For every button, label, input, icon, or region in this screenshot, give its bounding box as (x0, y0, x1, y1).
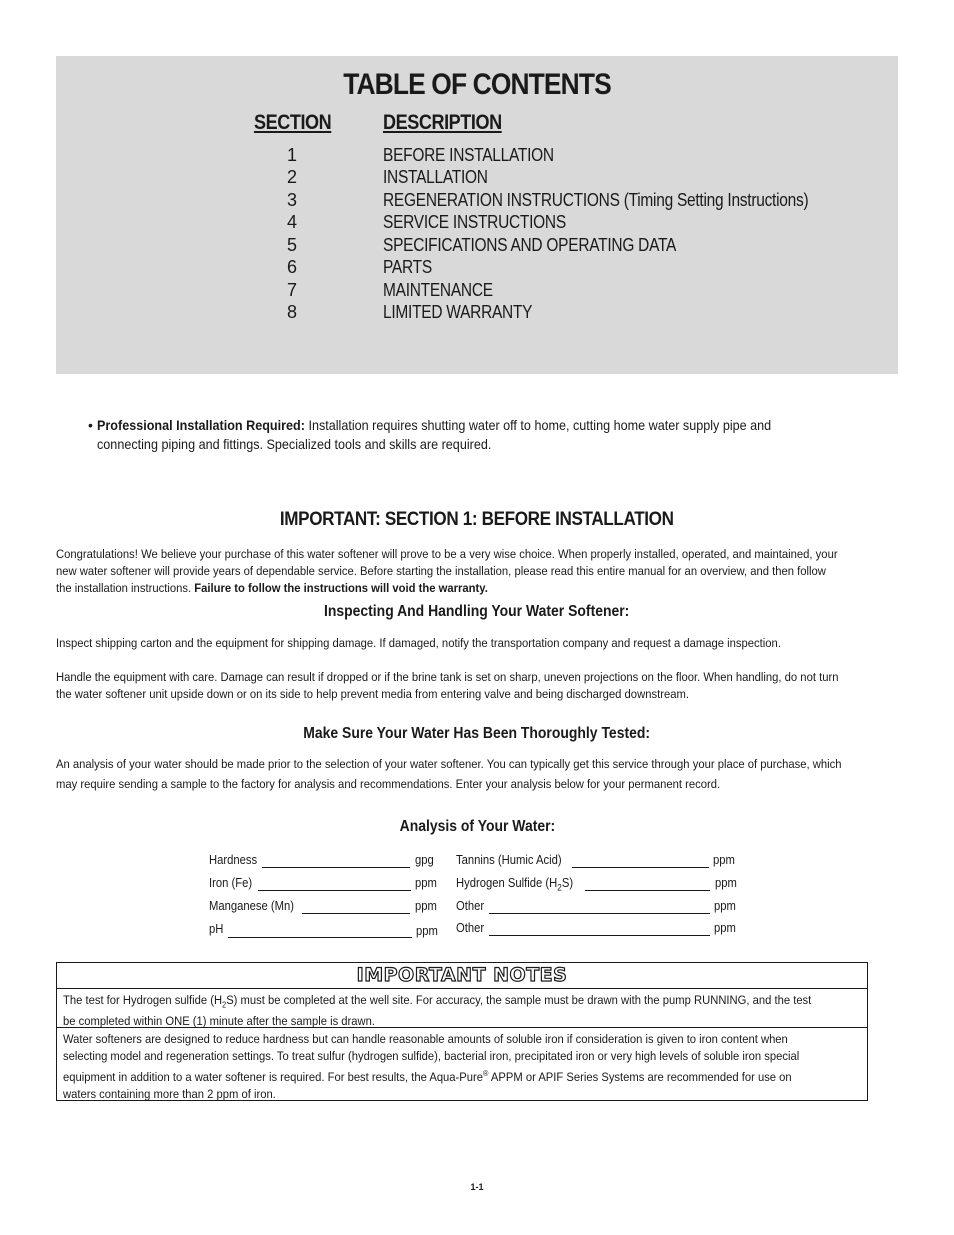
hydrogen-sulfide-note: The test for Hydrogen sulfide $(H_2S)$ must be completed at the well site. For accuracy, the sample must be drawn with the pump RUNNING, and the test be completed within ONE (1) minute after the sample is drawn. (63, 993, 812, 1029)
inspect-paragraph-2: Handle the equipment with care. Damage can result if dropped or if the brine tank is set on sharp, uneven projections on the floor. When handling, do not turn the water softener unit upside down or on its side to help prevent media from entering valve and being discharged downstream. (56, 670, 839, 701)
professional-installation-note (88, 416, 848, 454)
tannins-input-line[interactable] (572, 867, 709, 868)
toc-row-description: BEFORE INSTALLATION (383, 145, 554, 165)
toc-row-description: REGENERATION INSTRUCTIONS (Timing Setting Instructions) (383, 190, 809, 210)
toc-row-number: 6 (286, 257, 297, 277)
bullet-text-line2: connecting piping and fittings. Specialized tools and skills are required. (97, 436, 492, 452)
toc-row-description: PARTS (383, 257, 432, 277)
bullet-lead: Professional Installation Required: (97, 417, 305, 433)
toc-row-description: SERVICE INSTRUCTIONS (383, 212, 566, 232)
iron-input-line[interactable] (258, 890, 411, 891)
toc-section-header: SECTION (254, 111, 332, 134)
warranty-warning: Failure to follow the instructions will void the warranty. (194, 581, 488, 595)
inspecting-heading: Inspecting And Handling Your Water Softener: (324, 603, 630, 620)
toc-row-number: 7 (286, 280, 297, 300)
toc-row-description: SPECIFICATIONS AND OPERATING DATA (383, 235, 677, 255)
toc-row (56, 145, 898, 167)
hydrogen-sulfide-field[interactable]: Hydrogen Sulfide $(H_2S)$ ppm (456, 876, 737, 893)
toc-row-description: LIMITED WARRANTY (383, 302, 533, 322)
manganese-input-line[interactable] (302, 913, 410, 914)
iron-field[interactable]: Iron (Fe) ppm (209, 876, 437, 890)
ph-field[interactable]: pH ppm (209, 922, 438, 938)
toc-row-number: 3 (286, 190, 297, 210)
other-input-line-1[interactable] (489, 913, 710, 914)
table-of-contents (56, 56, 898, 374)
tested-paragraph: An analysis of your water should be made prior to the selection of your water softener. You can typically get this service through your place of purchase, which may require sending a sample to the factory for analysis and recommendations. Enter your analysis below for your permanent record. (56, 757, 842, 791)
toc-row (56, 190, 898, 212)
toc-row-number: 4 (286, 212, 297, 232)
notes-divider (57, 1027, 867, 1028)
analysis-heading: Analysis of Your Water: (399, 818, 555, 835)
intro-paragraph: Congratulations! We believe your purchase of this water softener will prove to be a very wise choice. When properly installed, operated, and maintained, your new water softener will provide years of dependable service. Before starting the installation, please read this entire manual for an overview, and then follow the installation instructions. Failure to follow the instructions will void the warranty. (56, 547, 838, 595)
toc-row (56, 257, 898, 279)
toc-title: TABLE OF CONTENTS (343, 68, 611, 101)
hardness-input-line[interactable] (262, 867, 410, 868)
toc-row (56, 235, 898, 257)
toc-row-description: MAINTENANCE (383, 280, 493, 300)
toc-row (56, 280, 898, 302)
toc-description-header: DESCRIPTION (383, 111, 502, 134)
notes-divider (57, 988, 867, 989)
ph-input-line[interactable] (228, 937, 412, 938)
other-input-line-2[interactable] (489, 935, 710, 936)
toc-row (56, 167, 898, 189)
inspect-paragraph-1: Inspect shipping carton and the equipment for shipping damage. If damaged, notify the transportation company and request a damage inspection. (56, 636, 781, 650)
iron-note: Water softeners are designed to reduce hardness but can handle reasonable amounts of soluble iron if consideration is given to iron content when selecting model and regeneration settings. To treat sulfur (hydrogen sulfide), bacterial iron, precipitated iron or very high levels of soluble iron special equipment in addition to a water softener is required. For best results, the Aqua-Pure® APPM or APIF Series Systems are recommended for use on waters containing more than 2 ppm of iron. (63, 1032, 800, 1102)
toc-row-number: 1 (286, 145, 297, 165)
toc-row-description: INSTALLATION (383, 167, 488, 187)
tannins-field[interactable]: Tannins (Humic Acid) ppm (456, 853, 735, 867)
toc-row-number: 5 (286, 235, 297, 255)
toc-row (56, 302, 898, 324)
manganese-field[interactable]: Manganese (Mn) ppm (209, 899, 437, 913)
other-field-1[interactable]: Other ppm (456, 899, 736, 913)
hardness-field[interactable]: Hardness gpg (209, 853, 434, 867)
section-1-heading: IMPORTANT: SECTION 1: BEFORE INSTALLATION (280, 509, 674, 530)
toc-row-number: 8 (286, 302, 297, 322)
toc-row (56, 212, 898, 234)
important-notes-title: IMPORTANT NOTES (356, 964, 568, 986)
other-field-2[interactable]: Other ppm (456, 921, 736, 935)
page-number: 1-1 (470, 1182, 484, 1192)
important-notes-box (56, 962, 868, 1101)
bullet-text-line1: Installation requires shutting water off to home, cutting home water supply pipe and (308, 417, 772, 433)
toc-row-number: 2 (286, 167, 297, 187)
registered-mark: ® (483, 1069, 489, 1078)
bullet-icon: • (88, 417, 93, 433)
hydrogen-sulfide-input-line[interactable] (585, 890, 710, 891)
tested-heading: Make Sure Your Water Has Been Thoroughly Tested: (303, 725, 651, 742)
